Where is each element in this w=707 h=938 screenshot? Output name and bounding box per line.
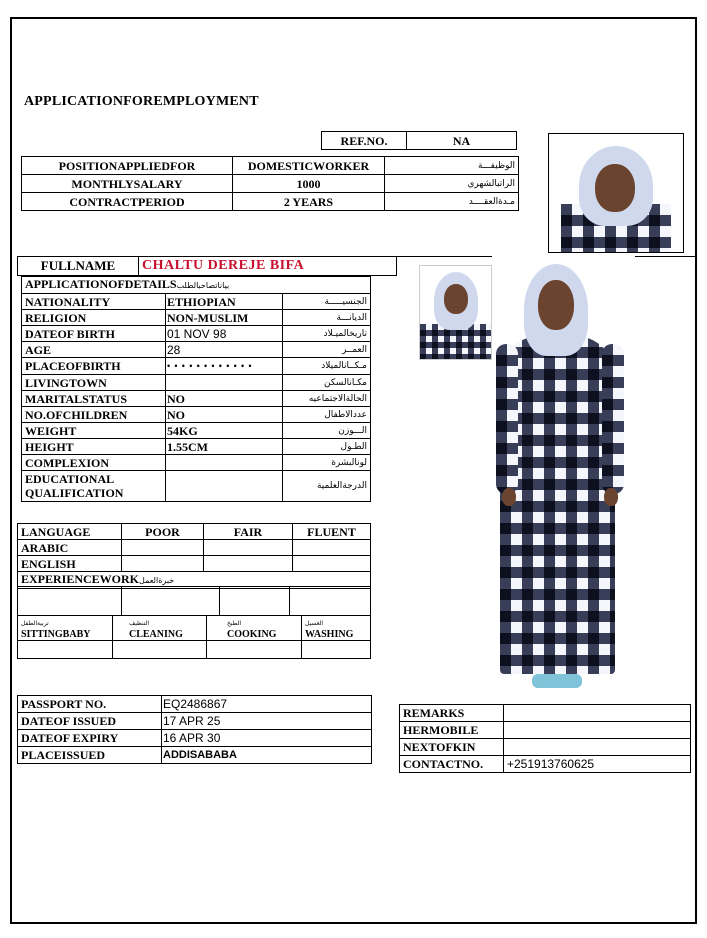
religion-value: NON-MUSLIM — [166, 310, 283, 326]
passport-no-label: PASSPORT NO. — [18, 696, 162, 713]
full-body-photo — [492, 256, 635, 696]
remarks-value — [504, 705, 691, 722]
english-fair — [204, 556, 293, 572]
education-value — [166, 471, 283, 502]
religion-label: RELIGION — [22, 310, 166, 326]
skill-washing: الغسيل WASHING — [302, 616, 371, 641]
position-label: POSITIONAPPLIEDFOR — [22, 157, 233, 175]
details-header — [22, 277, 371, 294]
weight-ar: الـــوزن — [283, 423, 371, 439]
nationality-label: NATIONALITY — [22, 294, 166, 310]
arabic-fair — [204, 540, 293, 556]
weight-value: 54KG — [166, 423, 283, 439]
remarks-table — [399, 704, 691, 773]
remarks-label: REMARKS — [400, 705, 504, 722]
education-label: EDUCATIONAL QUALIFICATION — [22, 471, 166, 502]
experience-box — [290, 587, 371, 616]
arabic-fluent — [293, 540, 371, 556]
fluent-header: FLUENT — [293, 524, 371, 540]
passport-no-value: EQ2486867 — [162, 696, 372, 713]
skill-sittingbaby: تربيةالطفل SITTINGBABY — [18, 616, 113, 641]
experience-box — [18, 587, 122, 616]
complexion-value — [166, 455, 283, 471]
salary-ar: الراتبالشهري — [385, 175, 519, 193]
nationality-value: ETHIOPIAN — [166, 294, 283, 310]
issue-date-value: 17 APR 25 — [162, 713, 372, 730]
english-label: ENGLISH — [18, 556, 122, 572]
marital-ar: الحالةالاجتماعيه — [283, 391, 371, 407]
height-label: HEIGHT — [22, 439, 166, 455]
poor-header: POOR — [122, 524, 204, 540]
contactno-label: CONTACTNO. — [400, 756, 504, 773]
age-value: 28 — [166, 342, 283, 358]
livingtown-value — [166, 375, 283, 391]
complexion-label: COMPLEXION — [22, 455, 166, 471]
pob-value: • • • • • • • • • • • • — [166, 358, 283, 375]
small-photo — [419, 265, 492, 360]
age-ar: العمــر — [283, 342, 371, 358]
livingtown-ar: مكـانالسكن — [283, 375, 371, 391]
height-ar: الطـول — [283, 439, 371, 455]
hermobile-value — [504, 722, 691, 739]
ref-value: NA — [407, 132, 517, 150]
skill-cleaning: التنظيف CLEANING — [113, 616, 207, 641]
salary-label: MONTHLYSALARY — [22, 175, 233, 193]
height-value: 1.55CM — [166, 439, 283, 455]
fullname-value: CHALTU DEREJE BIFA — [139, 257, 397, 276]
position-table — [21, 156, 519, 211]
complexion-ar: لونالبشرة — [283, 455, 371, 471]
language-table — [17, 523, 371, 589]
skill-box — [207, 641, 302, 659]
skill-box — [113, 641, 207, 659]
passport-table — [17, 695, 372, 764]
details-header-ar: بياناتصاحبالطلب — [176, 281, 230, 290]
hermobile-label: HERMOBILE — [400, 722, 504, 739]
details-header-label: APPLICATIONOFDETAILS — [25, 277, 177, 291]
religion-ar: الديانـــة — [283, 310, 371, 326]
english-fluent — [293, 556, 371, 572]
passport-photo — [548, 133, 684, 253]
details-table — [21, 276, 371, 502]
arabic-label: ARABIC — [18, 540, 122, 556]
marital-value: NO — [166, 391, 283, 407]
fullname-label: FULLNAME — [18, 257, 139, 276]
dob-label: DATEOF BIRTH — [22, 326, 166, 342]
contactno-value: +251913760625 — [504, 756, 691, 773]
nationality-ar: الجنسيـــــة — [283, 294, 371, 310]
place-issued-label: PLACEISSUED — [18, 747, 162, 764]
contract-value: 2 YEARS — [233, 193, 385, 211]
contract-label: CONTRACTPERIOD — [22, 193, 233, 211]
english-poor — [122, 556, 204, 572]
age-label: AGE — [22, 342, 166, 358]
fair-header: FAIR — [204, 524, 293, 540]
children-value: NO — [166, 407, 283, 423]
expiry-date-label: DATEOF EXPIRY — [18, 730, 162, 747]
pob-ar: مـكــانالميلاد — [283, 358, 371, 375]
experience-header: EXPERIENCEWORKخبرةالعمل — [18, 572, 371, 589]
pob-label: PLACEOFBIRTH — [22, 358, 166, 375]
ref-table — [321, 131, 517, 150]
experience-box — [122, 587, 220, 616]
fullname-table — [17, 256, 397, 276]
nextofkin-label: NEXTOFKIN — [400, 739, 504, 756]
position-ar: الوظيفـــة — [385, 157, 519, 175]
arabic-poor — [122, 540, 204, 556]
children-ar: عددالاطفال — [283, 407, 371, 423]
contract-ar: مـدةالعقــــد — [385, 193, 519, 211]
nextofkin-value — [504, 739, 691, 756]
salary-value: 1000 — [233, 175, 385, 193]
experience-boxes — [17, 586, 371, 616]
expiry-date-value: 16 APR 30 — [162, 730, 372, 747]
position-value: DOMESTICWORKER — [233, 157, 385, 175]
skills-table — [17, 615, 371, 659]
weight-label: WEIGHT — [22, 423, 166, 439]
skill-box — [302, 641, 371, 659]
skill-cooking: الطبخ COOKING — [207, 616, 302, 641]
dob-value: 01 NOV 98 — [166, 326, 283, 342]
language-header: LANGUAGE — [18, 524, 122, 540]
skill-box — [18, 641, 113, 659]
place-issued-value: ADDISABABA — [162, 747, 372, 764]
page-title: APPLICATIONFOREMPLOYMENT — [24, 94, 259, 109]
livingtown-label: LIVINGTOWN — [22, 375, 166, 391]
experience-box — [220, 587, 290, 616]
marital-label: MARITALSTATUS — [22, 391, 166, 407]
ref-label: REF.NO. — [322, 132, 407, 150]
education-ar: الدرجةالعلمية — [283, 471, 371, 502]
dob-ar: تاريخالميـلاد — [283, 326, 371, 342]
children-label: NO.OFCHILDREN — [22, 407, 166, 423]
issue-date-label: DATEOF ISSUED — [18, 713, 162, 730]
